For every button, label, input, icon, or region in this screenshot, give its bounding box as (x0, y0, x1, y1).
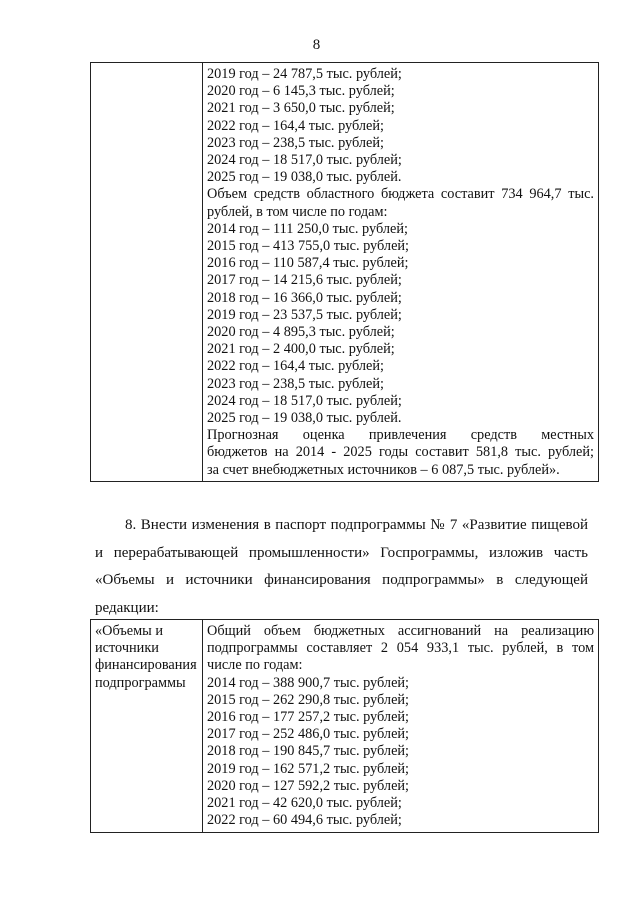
table2-label-line: «Объемы и (95, 623, 164, 639)
table2-line: 2020 год – 127 592,2 тыс. рублей; (207, 777, 410, 794)
table2-label-cell (91, 620, 203, 833)
table1-line: Прогнозная оценка привлечения средств местных (207, 427, 594, 444)
funding-table-continued (90, 62, 599, 482)
paragraph-line: редакции: (95, 599, 159, 616)
table1-line: 2020 год – 6 145,3 тыс. рублей; (207, 83, 395, 100)
table1-line: Объем средств областного бюджета составит 734 964,7 тыс. (207, 186, 594, 203)
table1-line: 2019 год – 24 787,5 тыс. рублей; (207, 66, 402, 82)
table2-line: 2021 год – 42 620,0 тыс. рублей; (207, 795, 402, 812)
table2-value-cell (203, 620, 599, 833)
table2-line: 2017 год – 252 486,0 тыс. рублей; (207, 726, 410, 743)
table2-line: подпрограммы составляет 2 054 933,1 тыс. рублей, в том (207, 640, 594, 657)
table1-line: 2025 год – 19 038,0 тыс. рублей. (207, 169, 402, 186)
table1-line: 2025 год – 19 038,0 тыс. рублей. (207, 410, 402, 427)
table1-line: 2021 год – 2 400,0 тыс. рублей; (207, 341, 395, 358)
table1-label-cell (91, 63, 203, 482)
table1-line: 2021 год – 3 650,0 тыс. рублей; (207, 100, 395, 117)
table1-line: 2018 год – 16 366,0 тыс. рублей; (207, 289, 402, 306)
table1-line: 2020 год – 4 895,3 тыс. рублей; (207, 324, 395, 341)
page-number: 8 (312, 37, 321, 53)
table1-line: 2023 год – 238,5 тыс. рублей; (207, 134, 385, 151)
table1-line: 2019 год – 23 537,5 тыс. рублей; (207, 306, 402, 323)
table1-line: 2015 год – 413 755,0 тыс. рублей; (207, 238, 410, 255)
table1-line: 2017 год – 14 215,6 тыс. рублей; (207, 272, 402, 289)
table2-line: Общий объем бюджетных ассигнований на реализацию (207, 623, 594, 639)
table2-label-line: финансирования (95, 657, 197, 674)
table1-line: бюджетов на 2014 - 2025 годы составит 581,8 тыс. рублей; (207, 444, 594, 461)
table2-label-line: подпрограммы (95, 674, 186, 691)
table1-line: за счет внебюджетных источников – 6 087,5 тыс. рублей». (207, 461, 560, 478)
amendment-paragraph (95, 512, 588, 622)
table2-line: числе по годам: (207, 657, 303, 674)
table1-line: 2022 год – 164,4 тыс. рублей; (207, 117, 385, 134)
table1-line: 2024 год – 18 517,0 тыс. рублей; (207, 392, 402, 409)
table1-line: 2023 год – 238,5 тыс. рублей; (207, 375, 385, 392)
table2-line: 2018 год – 190 845,7 тыс. рублей; (207, 743, 410, 760)
table1-value-cell (203, 63, 599, 482)
table1-line: 2016 год – 110 587,4 тыс. рублей; (207, 255, 409, 272)
table1-line: 2024 год – 18 517,0 тыс. рублей; (207, 152, 402, 169)
table2-label-line: источники (95, 640, 159, 657)
paragraph-line: 8. Внести изменения в паспорт подпрограммы № 7 «Развитие пищевой (125, 517, 588, 533)
table1-line: рублей, в том числе по годам: (207, 203, 388, 220)
funding-table-subprogram-7 (90, 619, 599, 833)
table2-line: 2019 год – 162 571,2 тыс. рублей; (207, 760, 410, 777)
table2-line: 2016 год – 177 257,2 тыс. рублей; (207, 709, 410, 726)
table2-line: 2014 год – 388 900,7 тыс. рублей; (207, 674, 410, 691)
table1-line: 2022 год – 164,4 тыс. рублей; (207, 358, 385, 375)
table2-line: 2022 год – 60 494,6 тыс. рублей; (207, 812, 402, 829)
paragraph-line: и перерабатывающей промышленности» Госпрограммы, изложив часть (95, 544, 588, 561)
table1-line: 2014 год – 111 250,0 тыс. рублей; (207, 220, 408, 237)
table2-line: 2015 год – 262 290,8 тыс. рублей; (207, 691, 410, 708)
paragraph-line: «Объемы и источники финансирования подпрограммы» в следующей (95, 572, 588, 588)
